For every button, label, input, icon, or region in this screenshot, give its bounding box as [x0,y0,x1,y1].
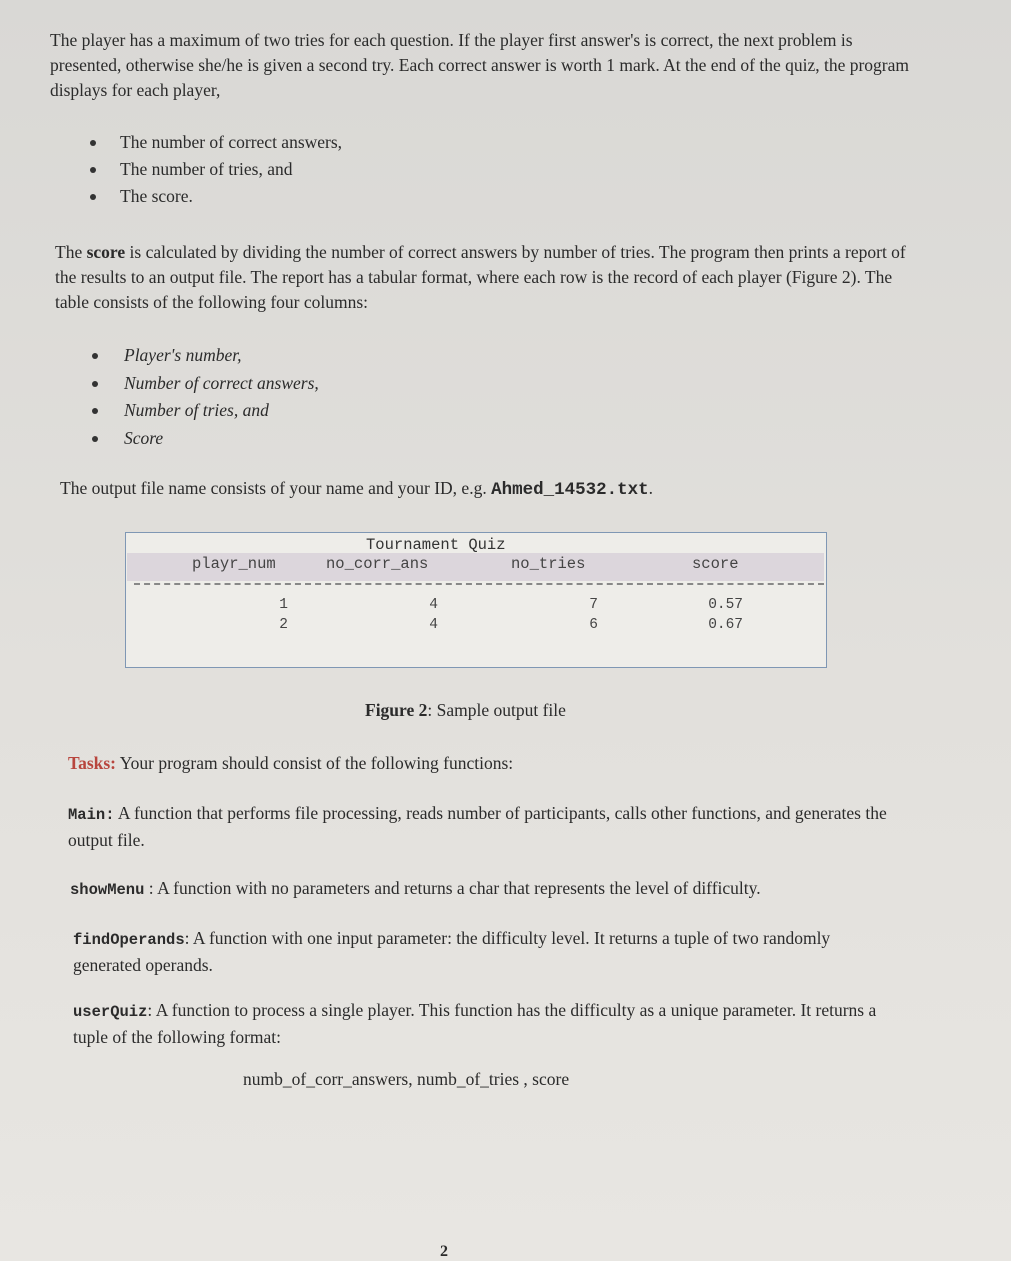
task-showmenu: showMenu : A function with no parameters and returns a char that represents the level of difficulty. [70,878,761,899]
table-cell: 7 [589,597,598,613]
table-cell: 0.57 [708,597,743,613]
output-filename-example: Ahmed_14532.txt [491,480,649,500]
task-main: Main: A function that performs file processing, reads number of participants, calls other functions, and generates the output file. [68,803,887,850]
header-no-corr-ans: no_corr_ans [326,555,429,573]
table-cell: 4 [429,617,438,633]
figure-caption: Figure 2: Sample output file [365,700,566,720]
output-file-paragraph: The output file name consists of your name and your ID, e.g. Ahmed_14532.txt. [60,478,653,500]
page-number: 2 [440,1243,448,1260]
table-cell: 1 [279,597,288,613]
bullet-icon [92,353,98,359]
tasks-label: Tasks: [68,753,116,773]
table-cell: 0.67 [708,617,743,633]
bullet-icon [90,194,96,200]
score-term: score [86,242,126,262]
return-format: numb_of_corr_answers, numb_of_tries , score [243,1069,570,1089]
header-divider [134,583,824,585]
intro-paragraph: The player has a maximum of two tries for each question. If the player first answer's is correct, the next problem is presented, otherwise she/he is given a second try. Each correct answer is worth 1 mark. At the end of the quiz, the program displays for each player, [50,30,910,100]
task-findoperands: findOperands: A function with one input parameter: the difficulty level. It returns a tuple of two randomly generated operands. [73,928,831,975]
document-page: The player has a maximum of two tries for each question. If the player first answer's is correct, the next problem is presented, otherwise she/he is given a second try. Each correct answer is worth 1 mark. At the end of the quiz, the program displays for each player, The number of correct answers, The number of tries, and The score. The score is calculated by dividing the number of correct answers by number of tries. The program then prints a report of the results to an output file. The report has a tabular format, where each row is the record of each player (Figure 2). The table consists of the following four columns: Player's number, Number of correct answers, Number of tries, and Score The output file name consists of your name and your ID, e.g. Ahmed_14532.txt. Tournament Quiz playr_num no_corr_ans no_tries score 1 2 4 4 7 6 0.57 0.67 Figure 2: Sample output file Tasks: Your program should consist of the following functions: Main: A function that performs file processing, reads number of participants, calls other functions, and generates the output file. showMenu : A function with no parameters and returns a char that represents the level of difficulty. findOperands: A function with one input parameter: the difficulty level. It returns a tuple of two randomly generated operands. userQuiz: A function to process a single player. This function has the difficulty as a unique parameter. It returns a tuple of the following format: numb_of_corr_answers, numb_of_tries , score 2 [50,30,910,1260]
task-userquiz: userQuiz: A function to process a single player. This function has the difficulty as a unique parameter. It returns a tuple of the following format: [73,1000,877,1047]
bullet-icon [90,167,96,173]
table-cell: 4 [429,597,438,613]
sample-output-figure [125,532,827,668]
bullet-icon [92,408,98,414]
table-cell: 2 [279,617,288,633]
bullet-icon [92,436,98,442]
header-no-tries: no_tries [511,555,586,573]
bullet-icon [90,140,96,146]
header-score: score [692,555,739,573]
tasks-intro: Tasks: Your program should consist of the following functions: [68,753,514,773]
header-playr-num: playr_num [192,555,276,573]
score-paragraph: The score is calculated by dividing the number of correct answers by number of tries. The program then prints a report of the results to an output file. The report has a tabular format, where each row is the record of each player (Figure 2). The table consists of the following four columns: [55,242,906,312]
table-cell: 6 [589,617,598,633]
figure-title: Tournament Quiz [366,536,506,554]
bullet-icon [92,381,98,387]
